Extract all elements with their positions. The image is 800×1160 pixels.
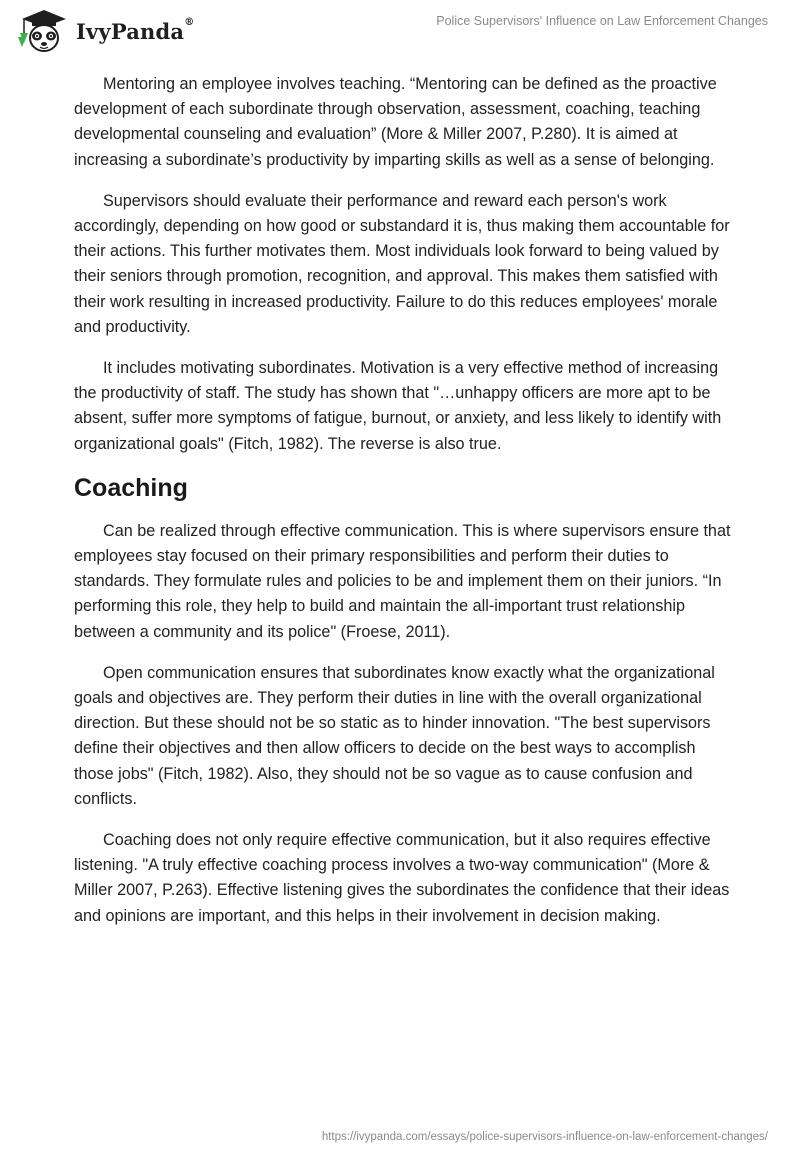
ivypanda-logo[interactable] — [14, 7, 194, 55]
essay-body — [74, 72, 734, 945]
paragraph: Mentoring an employee involves teaching. “Mentoring can be defined as the proactive development of each subordinate through observation, assessment, coaching, teaching developmental counseling and evaluation” (More & Miller 2007, P.280). It is aimed at increasing a subordinate’s productivity by imparting skills as well as a sense of belonging. — [74, 75, 717, 169]
brand-name: IvyPanda® — [76, 16, 195, 44]
paragraph: Can be realized through effective communication. This is where supervisors ensure that employees stay focused on their primary responsibilities and perform their duties to standards. They formulate rules and policies to be and implement them on their juniors. “In performing this role, they help to build and maintain the all-important trust relationship between a community and its police" (Froese, 2011). — [74, 521, 731, 641]
paragraph: It includes motivating subordinates. Motivation is a very effective method of increasing the productivity of staff. The study has shown that "…unhappy officers are more apt to be absent, suffer more symptoms of fatigue, burnout, or anxiety, and less likely to identify with organizational goals" (Fitch, 1982). The reverse is also true. — [74, 359, 722, 453]
paragraph: Supervisors should evaluate their performance and reward each person's work accordingly, depending on how good or substandard it is, thus making them accountable for their actions. This further motivates them. Most individuals look forward to being valued by their seniors through promotion, recognition, and approval. This makes them satisfied with their work resulting in increased productivity. Failure to do this reduces employees' morale and productivity. — [74, 191, 730, 336]
section-heading-coaching: Coaching — [74, 473, 188, 502]
source-url[interactable]: https://ivypanda.com/essays/police-supervisors-influence-on-law-enforcement-changes/ — [321, 1131, 768, 1143]
page-header — [0, 0, 800, 60]
document-title: Police Supervisors' Influence on Law Enforcement Changes — [436, 14, 768, 28]
paragraph: Open communication ensures that subordinates know exactly what the organizational goals and objectives are. They perform their duties in line with the overall organizational direction. But these should not be so static as to hinder innovation. "The best supervisors define their objectives and then allow officers to decide on the best ways to accomplish those jobs" (Fitch, 1982). Also, they should not be so vague as to cause confusion and conflicts. — [74, 663, 715, 808]
paragraph: Coaching does not only require effective communication, but it also requires effective listening. "A truly effective coaching process involves a two-way communication" (More & Miller 2007, P.263). Effective listening gives the subordinates the confidence that their ideas and opinions are important, and this helps in their involvement in decision making. — [74, 831, 730, 925]
panda-graduate-icon — [14, 7, 72, 55]
